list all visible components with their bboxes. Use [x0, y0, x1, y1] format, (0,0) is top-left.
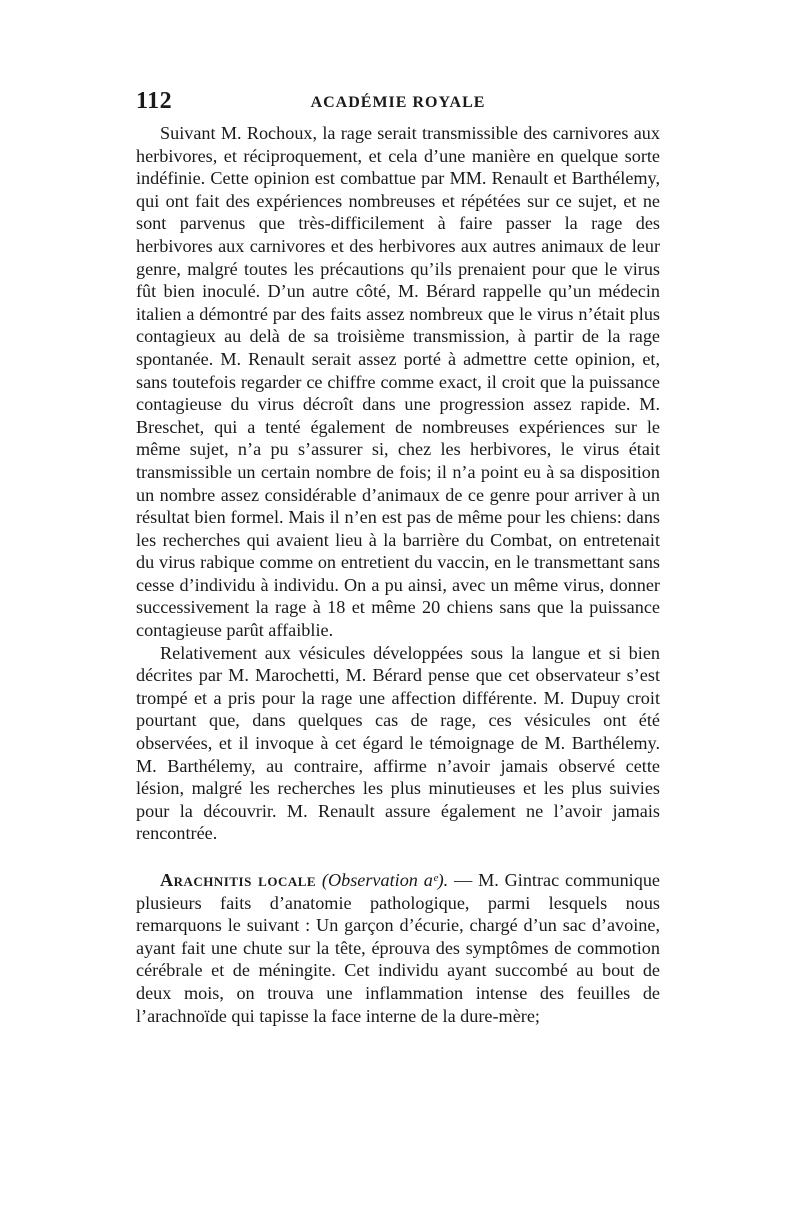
running-head: ACADÉMIE ROYALE — [310, 94, 486, 111]
paragraph-vesicules: Relativement aux vésicules développées sous la langue et si bien décrites par M. Marochetti, M. Bérard pense que cet observateur s’est trompé et a pris pour la rage une affection différente. M. Dupuy croit pourtant que, dans quelques cas de rage, ces vésicules ont été observées, et il invoque à cet égard le témoignage de M. Barthélemy. M. Barthélemy, au contraire, affirme n’avoir jamais observé cette lésion, malgré les recherches les plus minutieuses et les plus suivies pour la découvrir. M. Renault assure également ne l’avoir jamais rencontrée. — [136, 642, 660, 844]
paragraph-arachnitis-text: — M. Gintrac communique plusieurs faits d’anatomie pathologique, parmi lesquels nous remarquons le suivant : Un garçon d’écurie, chargé d’un sac d’avoine, ayant fait une chute sur la tête, éprouva des symptômes de commotion cérébrale et de méningite. Cet individu ayant succombé au bout de deux mois, on trouva une inflammation intense des feuilles de l’arachnoïde qui tapisse la face interne de la dure-mère; — [136, 870, 660, 1026]
section-title: Arachnitis locale — [160, 870, 317, 890]
observation-ref: (Observation aᵉ). — [321, 870, 449, 890]
book-page — [136, 88, 660, 1027]
paragraph-arachnitis — [136, 869, 660, 1027]
page-header — [136, 88, 660, 122]
page-number: 112 — [136, 88, 173, 114]
paragraph-rochoux: Suivant M. Rochoux, la rage serait transmissible des carnivores aux herbivores, et réciproquement, et cela d’une manière en quelque sorte indéfinie. Cette opinion est combattue par MM. Renault et Barthélemy, qui ont fait des expériences nombreuses et répétées sur ce sujet, et ne sont parvenus que très-difficilement à faire passer la rage des herbivores aux carnivores et des herbivores aux autres animaux de leur genre, malgré toutes les précautions qu’ils prenaient pour que le virus fût bien inoculé. D’un autre côté, M. Bérard rappelle qu’un médecin italien a démontré par des faits assez nombreux que le virus n’était plus contagieux au delà de sa troisième transmission, à partir de la rage spontanée. M. Renault serait assez porté à admettre cette opinion, et, sans toutefois regarder ce chiffre comme exact, il croit que la puissance contagieuse du virus décroît dans une progression assez rapide. M. Breschet, qui a tenté également de nombreuses expériences sur le même sujet, n’a pu s’assurer si, chez les herbivores, le virus était transmissible un certain nombre de fois; il n’a point eu à sa disposition un nombre assez considérable d’animaux de ce genre pour arriver à un résultat bien formel. Mais il n’en est pas de même pour les chiens: dans les recherches qui avaient lieu à la barrière du Combat, on entretenait du virus rabique comme on entretient du vaccin, en le transmettant sans cesse d’individu à individu. On a pu ainsi, avec un même virus, donner successivement la rage à 18 et même 20 chiens sans que la puissance contagieuse parût affaiblie. — [136, 123, 660, 641]
